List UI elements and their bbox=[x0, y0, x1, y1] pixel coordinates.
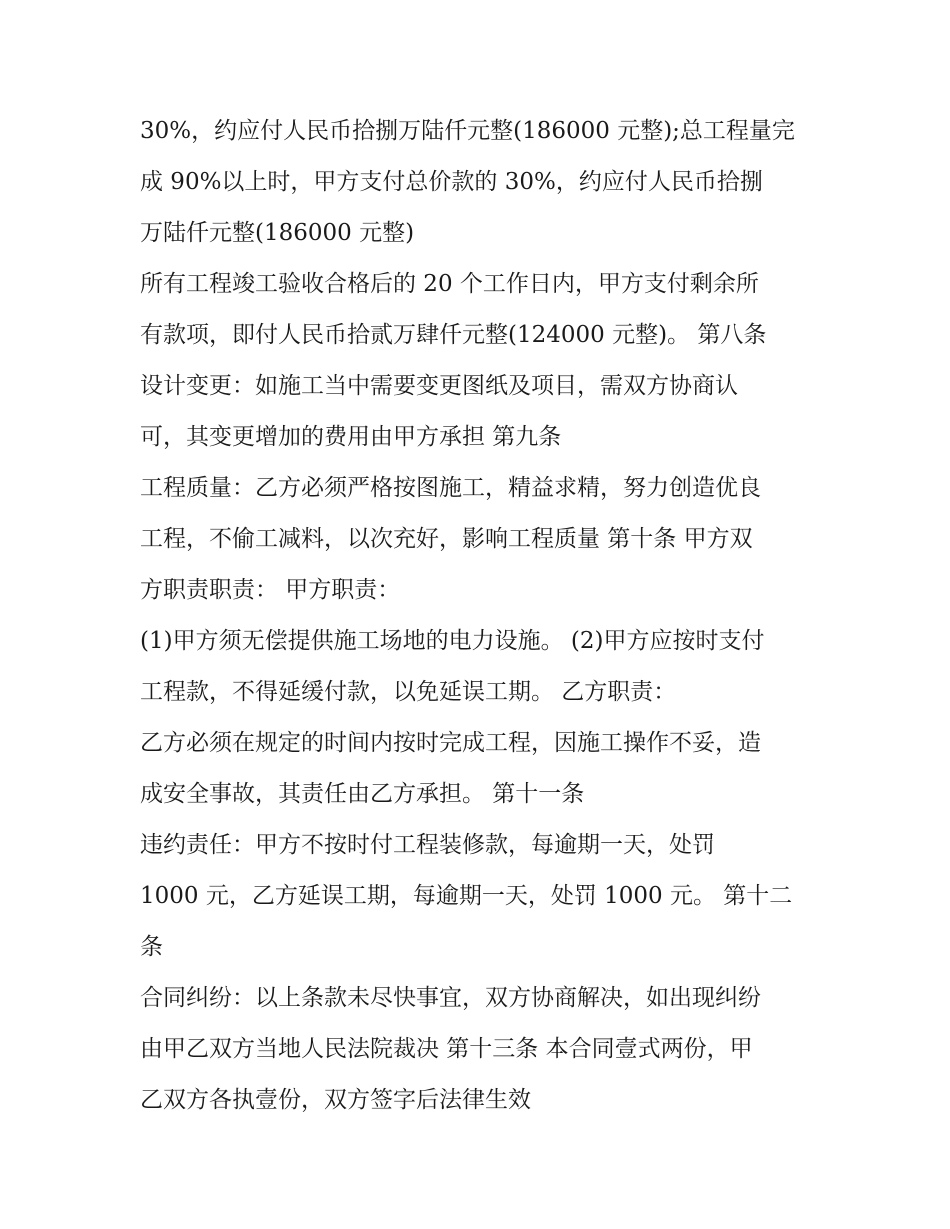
text-line: 违约责任：甲方不按时付工程装修款，每逾期一天，处罚 bbox=[140, 832, 715, 858]
text-line: 方职责职责： 甲方职责： bbox=[140, 577, 401, 603]
text-line: 乙方必须在规定的时间内按时完成工程，因施工操作不妥，造 bbox=[140, 730, 761, 756]
text-line: 成 90%以上时，甲方支付总价款的 30%，约应付人民币拾捌 bbox=[140, 169, 763, 195]
text-line: 乙双方各执壹份，双方签字后法律生效 bbox=[140, 1087, 531, 1113]
text-line: 设计变更：如施工当中需要变更图纸及项目，需双方协商认 bbox=[140, 373, 738, 399]
text-line: 可，其变更增加的费用由甲方承担 第九条 bbox=[140, 424, 562, 450]
text-line: 1000 元，乙方延误工期，每逾期一天，处罚 1000 元。 第十二 bbox=[140, 883, 793, 909]
text-line: 所有工程竣工验收合格后的 20 个工作日内，甲方支付剩余所 bbox=[140, 271, 759, 297]
text-line: 工程质量：乙方必须严格按图施工，精益求精，努力创造优良 bbox=[140, 475, 761, 501]
text-line: 合同纠纷：以上条款未尽快事宜，双方协商解决，如出现纠纷 bbox=[140, 985, 761, 1011]
text-line: 由甲乙双方当地人民法院裁决 第十三条 本合同壹式两份，甲 bbox=[140, 1036, 753, 1062]
text-line: 30%，约应付人民币拾捌万陆仟元整(186000 元整);总工程量完 bbox=[140, 118, 795, 144]
text-line: 有款项，即付人民币拾贰万肆仟元整(124000 元整)。 第八条 bbox=[140, 322, 767, 348]
text-line: (1)甲方须无偿提供施工场地的电力设施。 (2)甲方应按时支付 bbox=[140, 628, 765, 654]
text-line: 万陆仟元整(186000 元整) bbox=[140, 220, 415, 246]
text-line: 工程，不偷工减料，以次充好，影响工程质量 第十条 甲方双 bbox=[140, 526, 753, 552]
text-line: 成安全事故，其责任由乙方承担。 第十一条 bbox=[140, 781, 585, 807]
contract-text-body bbox=[140, 106, 820, 1126]
text-line: 条 bbox=[140, 934, 163, 960]
text-line: 工程款，不得延缓付款，以免延误工期。 乙方职责： bbox=[140, 679, 677, 705]
